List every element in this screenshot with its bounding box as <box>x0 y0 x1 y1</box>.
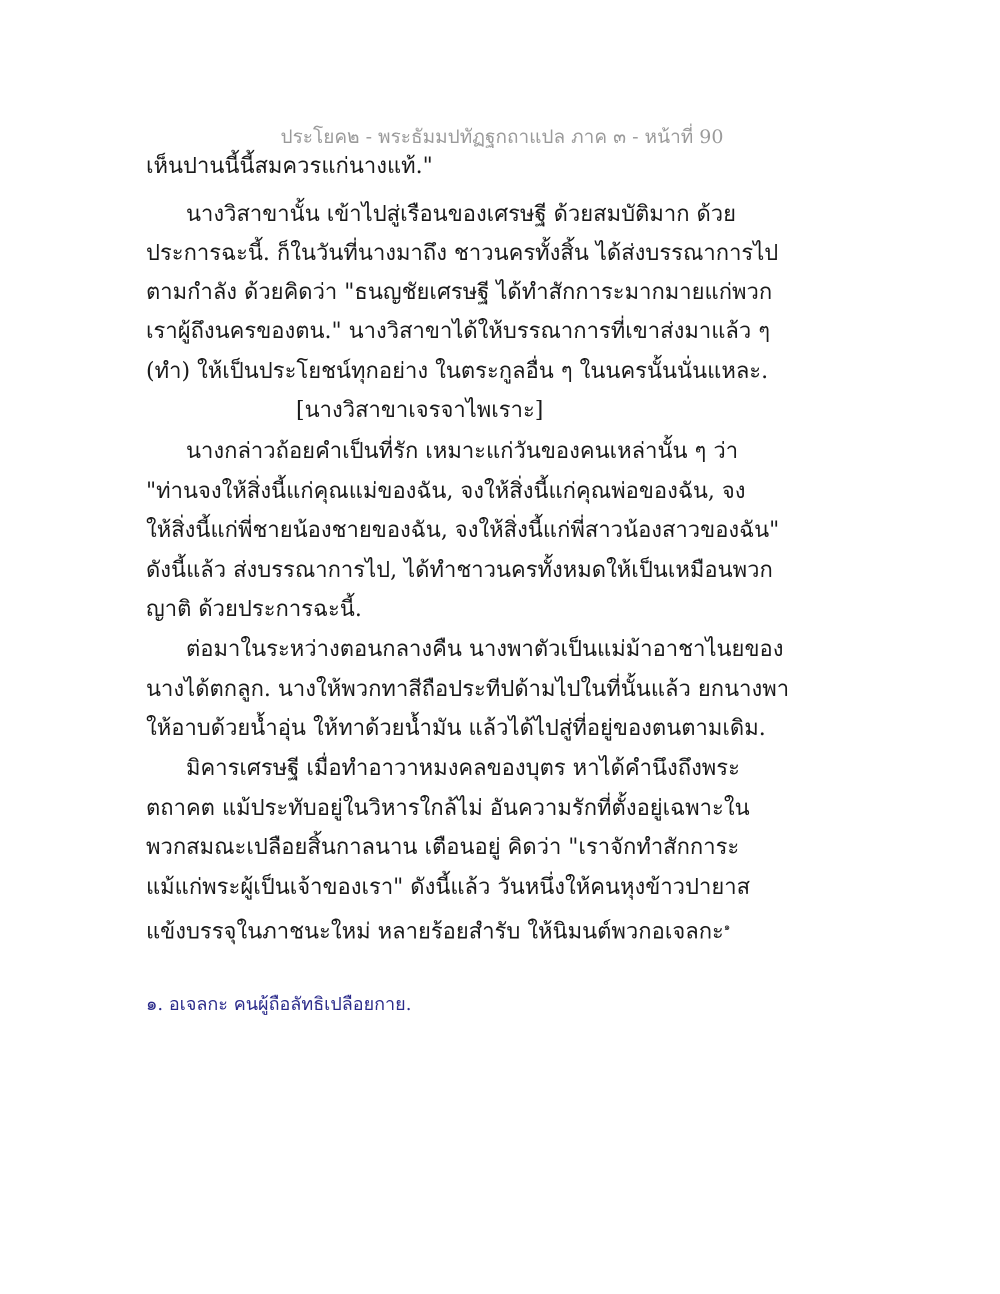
text-line: นางได้ตกลูก. นางให้พวกทาสีถือประทีปด้ามไปในที่นั้นแล้ว ยกนางพา <box>146 677 790 702</box>
text-line <box>146 913 730 947</box>
page-header: ประโยค๒ - พระธัมมปทัฏฐกถาแปล ภาค ๓ - หน้าที่ 90 <box>280 126 724 148</box>
text-line-content: แข้งบรรจุในภาชนะใหม่ หลายร้อยสำรับ ให้นิมนต์พวกอเจลกะ <box>146 919 724 945</box>
text-line: แม้แก่พระผู้เป็นเจ้าของเรา" ดังนี้แล้ว วันหนึ่งให้คนหุงข้าวปายาส <box>146 875 751 900</box>
section-heading: [นางวิสาขาเจรจาไพเราะ] <box>296 398 544 423</box>
text-line: เห็นปานนี้นี้สมควรแก่นางแท้." <box>146 154 433 179</box>
text-line: เราผู้ถึงนครของตน." นางวิสาขาได้ให้บรรณาการที่เขาส่งมาแล้ว ๆ <box>146 319 771 344</box>
text-line: ญาติ ด้วยประการฉะนี้. <box>146 597 362 622</box>
text-line: พวกสมณะเปลือยสิ้นกาลนาน เตือนอยู่ คิดว่า "เราจักทำสักการะ <box>146 835 740 860</box>
text-line: ดังนี้แล้ว ส่งบรรณาการไป, ได้ทำชาวนครทั้งหมดให้เป็นเหมือนพวก <box>146 558 773 583</box>
text-line: ให้สิ่งนี้แก่พี่ชายน้องชายของฉัน, จงให้สิ่งนี้แก่พี่สาวน้องสาวของฉัน" <box>146 518 780 543</box>
text-line: ตถาคต แม้ประทับอยู่ในวิหารใกล้ไม่ อันความรักที่ตั้งอยู่เฉพาะใน <box>146 796 750 821</box>
text-line: นางวิสาขานั้น เข้าไปสู่เรือนของเศรษฐี ด้วยสมบัติมาก ด้วย <box>186 202 737 227</box>
footnote: ๑. อเจลกะ คนผู้ถือลัทธิเปลือยกาย. <box>146 994 412 1015</box>
text-line: ตามกำลัง ด้วยคิดว่า "ธนญชัยเศรษฐี ได้ทำสักการะมากมายแก่พวก <box>146 280 773 305</box>
text-line: (ทำ) ให้เป็นประโยชน์ทุกอย่าง ในตระกูลอื่น ๆ ในนครนั้นนั่นแหละ. <box>146 359 769 384</box>
text-line: "ท่านจงให้สิ่งนี้แก่คุณแม่ของฉัน, จงให้สิ่งนี้แก่คุณพ่อของฉัน, จง <box>146 479 746 504</box>
text-line: มิคารเศรษฐี เมื่อทำอาวาหมงคลของบุตร หาได้คำนึงถึงพระ <box>186 756 740 781</box>
text-line: ต่อมาในระหว่างตอนกลางคืน นางพาตัวเป็นแม่ม้าอาชาไนยของ <box>186 637 784 662</box>
text-line: ประการฉะนี้. ก็ในวันที่นางมาถึง ชาวนครทั้งสิ้น ได้ส่งบรรณาการไป <box>146 241 779 266</box>
text-line: ให้อาบด้วยน้ำอุ่น ให้ทาด้วยน้ำมัน แล้วได้ไปสู่ที่อยู่ของตนตามเดิม. <box>146 716 766 741</box>
text-line: นางกล่าวถ้อยคำเป็นที่รัก เหมาะแก่วันของคนเหล่านั้น ๆ ว่า <box>186 439 739 464</box>
footnote-marker: ๑ <box>723 922 731 933</box>
